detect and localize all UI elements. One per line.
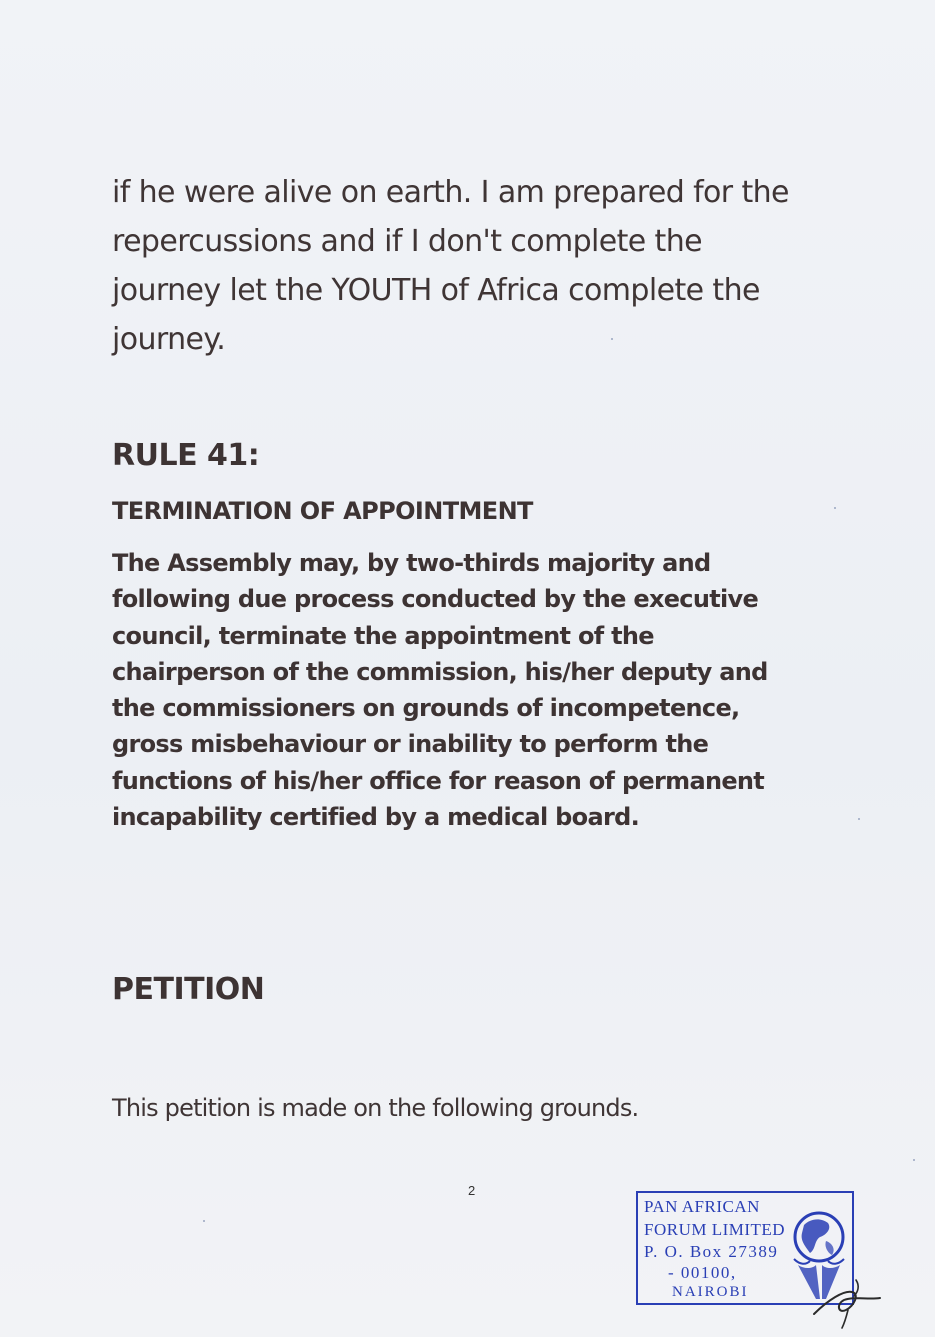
paper-speck bbox=[611, 338, 613, 340]
intro-line: journey let the YOUTH of Africa complete the bbox=[112, 273, 760, 308]
rule-subheading: TERMINATION OF APPOINTMENT bbox=[112, 497, 533, 525]
paper-speck bbox=[834, 507, 836, 509]
stamp-line: P. O. Box 27389 bbox=[644, 1242, 779, 1261]
intro-paragraph bbox=[112, 168, 832, 364]
petition-heading: PETITION bbox=[112, 972, 265, 1007]
rule-body-line: gross misbehaviour or inability to perform the bbox=[112, 730, 709, 759]
paper-speck bbox=[858, 818, 860, 820]
paper-speck bbox=[913, 1159, 915, 1161]
stamp-line: NAIROBI bbox=[672, 1284, 749, 1300]
paper-speck bbox=[203, 1220, 205, 1222]
rule-body-line: The Assembly may, by two-thirds majority and bbox=[112, 549, 711, 577]
rule-body-line: council, terminate the appointment of the bbox=[112, 621, 654, 650]
stamp-line: PAN AFRICAN bbox=[644, 1197, 760, 1216]
intro-line: repercussions and if I don't complete the bbox=[112, 224, 702, 259]
intro-line: if he were alive on earth. I am prepared for the bbox=[112, 175, 789, 210]
stamp-line: - 00100, bbox=[668, 1263, 737, 1282]
rule-body-line: following due process conducted by the executive bbox=[112, 585, 759, 614]
handwritten-signature bbox=[808, 1270, 888, 1330]
intro-line: journey. bbox=[112, 322, 226, 357]
rule-body-line: chairperson of the commission, his/her deputy and bbox=[112, 657, 768, 686]
rule-heading: RULE 41: bbox=[112, 438, 260, 473]
rule-body-line: the commissioners on grounds of incompetence, bbox=[112, 694, 740, 723]
page-number: 2 bbox=[468, 1183, 476, 1198]
rule-body bbox=[112, 545, 842, 835]
rule-body-line: incapability certified by a medical board. bbox=[112, 803, 639, 832]
petition-text: This petition is made on the following grounds. bbox=[112, 1094, 639, 1122]
rule-body-line: functions of his/her office for reason of permanent bbox=[112, 766, 765, 795]
stamp-line: FORUM LIMITED bbox=[644, 1220, 786, 1239]
